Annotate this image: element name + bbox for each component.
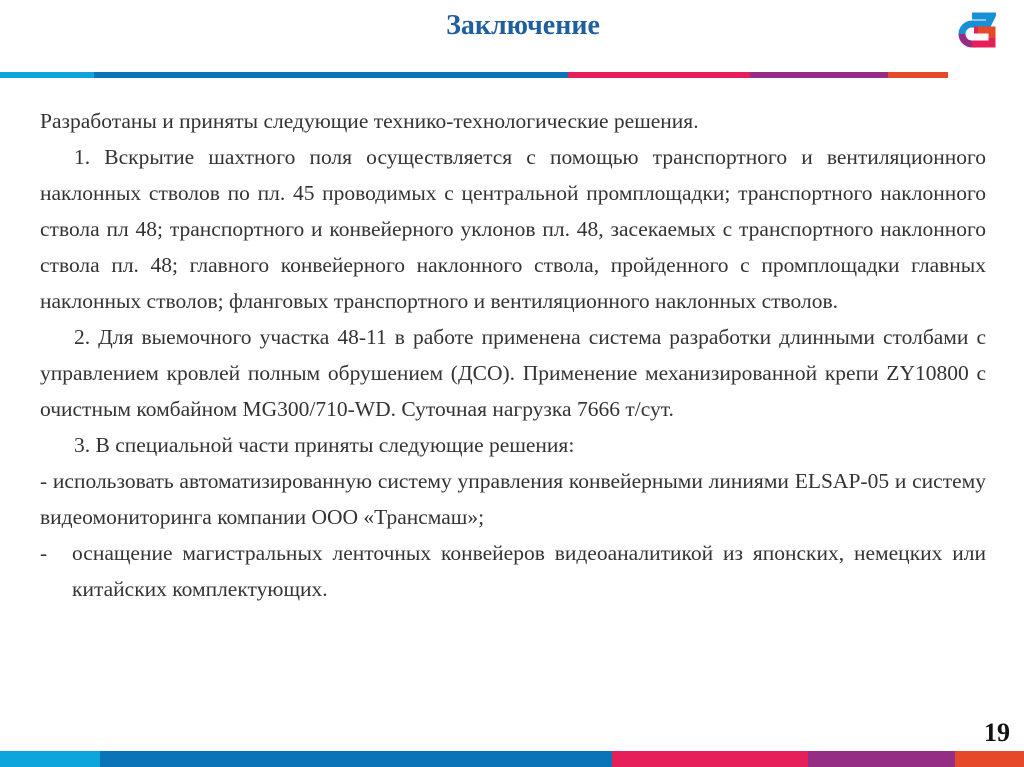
bullet-1: - использовать автоматизированную систему управления конвейерными линиями ELSAP-05 и систему видеомониторинга компании ООО «Трансмаш»; [40,469,986,529]
top-color-bar [0,72,948,78]
paragraph-1: 1. Вскрытие шахтного поля осуществляется с помощью транспортного и вентиляционного наклонных стволов по пл. 45 проводимых с центральной промплощадки; транспортного наклонного ствола пл 48; транспортного и конвейерного уклонов пл. 48, засекаемых с транспортного наклонного ствола пл. 48; главного конвейерного наклонного ствола, пройденного с промплощадки главных наклонных стволов; фланговых транспортного и вентиляционного наклонных стволов. [40,145,986,313]
intro-text: Разработаны и приняты следующие технико-технологические решения. [40,109,699,133]
bullet-2 [40,535,986,607]
bottom-color-bar [0,751,1024,767]
page-number: 19 [984,718,1010,747]
bullet-2-text: оснащение магистральных ленточных конвейеров видеоаналитикой из японских, немецких или китайских комплектующих. [72,541,986,601]
bullet-dash: - [40,541,48,565]
company-logo-icon [948,12,996,56]
paragraph-3: 3. В специальной части приняты следующие решения: [74,433,575,457]
slide-body [40,103,986,607]
paragraph-2: 2. Для выемочного участка 48-11 в работе применена система разработки длинными столбами с управлением кровлей полным обрушением (ДСО). Применение механизированной крепи ZY10800 с очистным комбайном MG300/710-WD. Суточная нагрузка 7666 т/сут. [40,325,986,421]
slide-title: Заключение [446,10,600,41]
